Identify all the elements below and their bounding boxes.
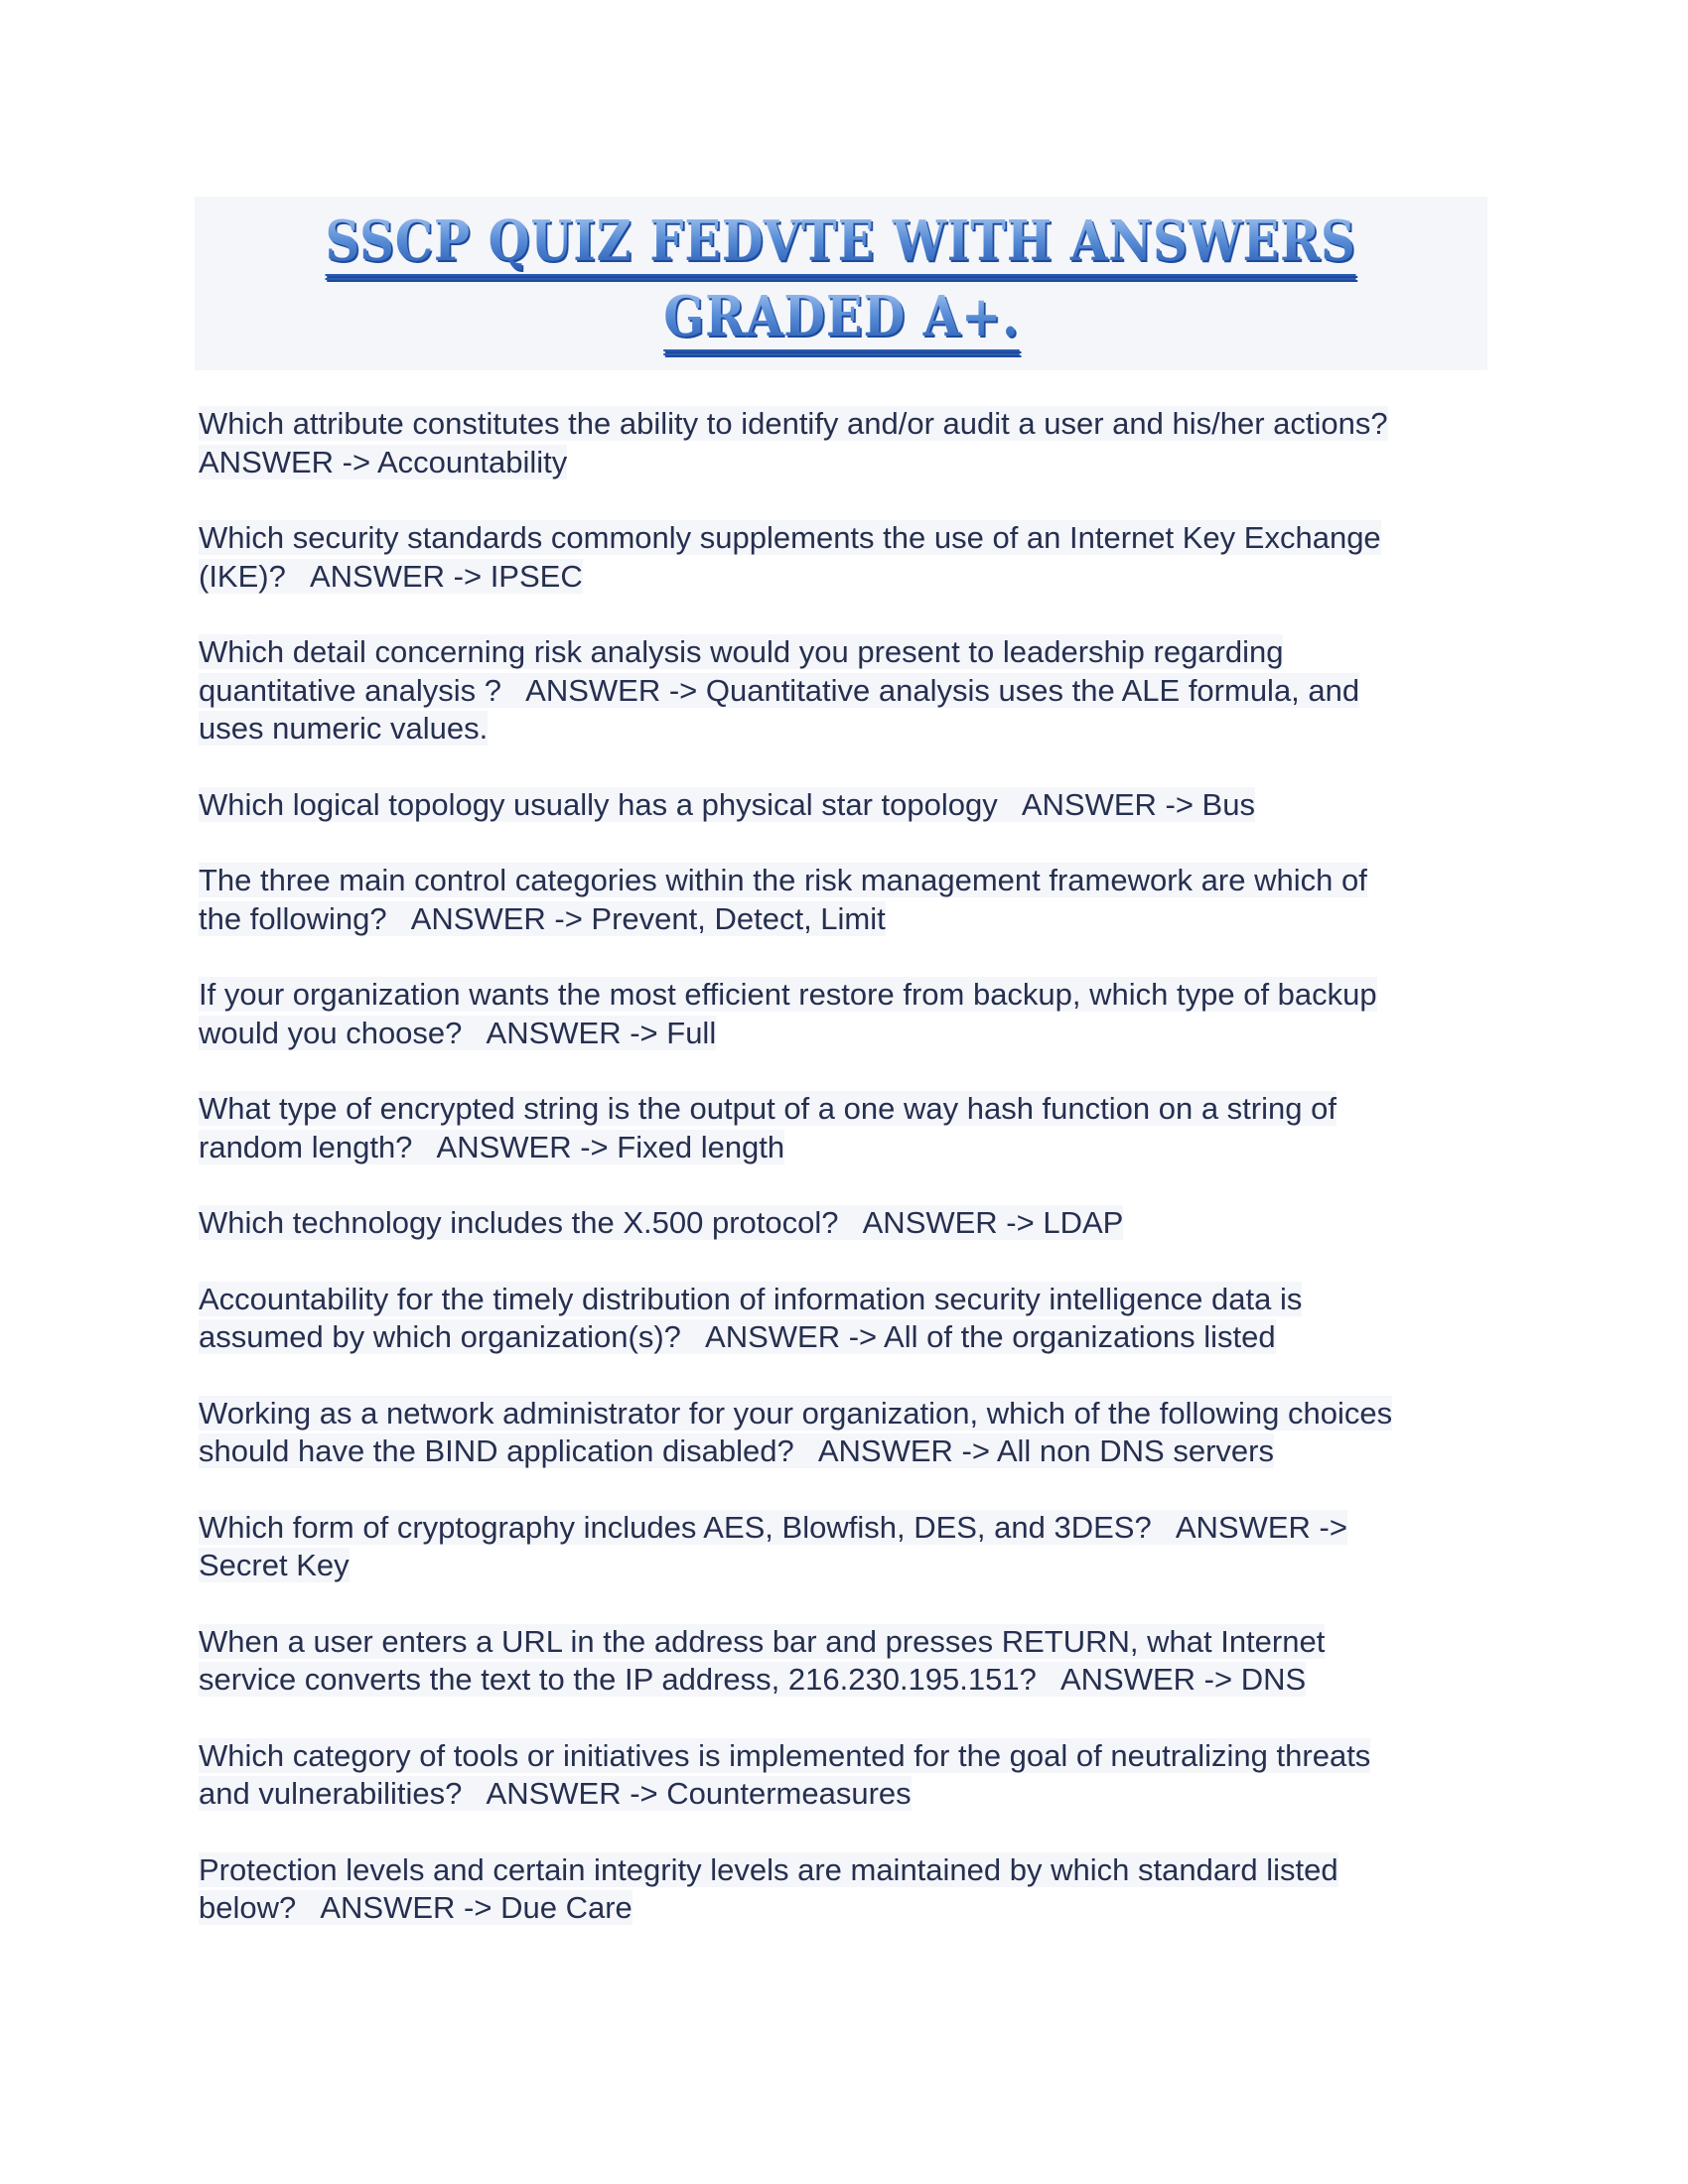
qa-text-line: ANSWER -> Accountability: [199, 444, 568, 479]
qa-item: [199, 633, 1489, 749]
qa-text-line: If your organization wants the most efficient restore from backup, which type of backup: [199, 977, 1377, 1012]
qa-text-line: and vulnerabilities? ANSWER -> Countermeasures: [199, 1776, 912, 1811]
qa-text-line: Which form of cryptography includes AES, Blowfish, DES, and 3DES? ANSWER ->: [199, 1509, 1347, 1545]
qa-item: [199, 862, 1489, 938]
qa-text-line: random length? ANSWER -> Fixed length: [199, 1129, 785, 1164]
qa-text-line: Which detail concerning risk analysis would you present to leadership regarding: [199, 634, 1284, 669]
qa-text-line: should have the BIND application disabled? ANSWER -> All non DNS servers: [199, 1433, 1274, 1468]
qa-text-line: quantitative analysis ? ANSWER -> Quantitative analysis uses the ALE formula, and: [199, 672, 1360, 708]
qa-item: [199, 1509, 1489, 1585]
qa-text-line: (IKE)? ANSWER -> IPSEC: [199, 558, 583, 594]
qa-item: [199, 1851, 1489, 1928]
qa-list: [199, 405, 1489, 1966]
qa-item: [199, 1204, 1489, 1243]
title-row-1: [195, 197, 1487, 282]
qa-text-line: Which category of tools or initiatives is implemented for the goal of neutralizing threats: [199, 1737, 1371, 1773]
qa-text-line: Accountability for the timely distribution of information security intelligence data is: [199, 1281, 1303, 1316]
qa-text-line: Which technology includes the X.500 protocol? ANSWER -> LDAP: [199, 1205, 1124, 1240]
qa-text-line: Secret Key: [199, 1548, 350, 1582]
qa-text-line: would you choose? ANSWER -> Full: [199, 1015, 717, 1050]
qa-item: [199, 1737, 1489, 1814]
qa-item: [199, 1623, 1489, 1700]
qa-text-line: When a user enters a URL in the address bar and presses RETURN, what Internet: [199, 1623, 1326, 1659]
title-row-2: [195, 282, 1487, 367]
qa-text-line: Which attribute constitutes the ability to identify and/or audit a user and his/her actions?: [199, 406, 1388, 441]
qa-item: [199, 519, 1489, 596]
qa-text-line: Protection levels and certain integrity levels are maintained by which standard listed: [199, 1851, 1338, 1887]
qa-text-line: the following? ANSWER -> Prevent, Detect, Limit: [199, 900, 886, 936]
qa-item: [199, 1090, 1489, 1166]
qa-text-line: Which security standards commonly supplements the use of an Internet Key Exchange: [199, 520, 1381, 555]
qa-item: [199, 1281, 1489, 1357]
qa-text-line: What type of encrypted string is the output of a one way hash function on a string of: [199, 1091, 1336, 1126]
qa-text-line: uses numeric values.: [199, 711, 489, 746]
qa-text-line: Which logical topology usually has a physical star topology ANSWER -> Bus: [199, 786, 1255, 822]
qa-item: [199, 1395, 1489, 1471]
qa-item: [199, 976, 1489, 1052]
document-title-line-1: SSCP QUIZ FEDVTE WITH ANSWERS: [326, 210, 1356, 280]
qa-text-line: The three main control categories within the risk management framework are which of: [199, 863, 1367, 897]
qa-text-line: assumed by which organization(s)? ANSWER -> All of the organizations listed: [199, 1319, 1276, 1354]
qa-item: [199, 405, 1489, 481]
qa-text-line: below? ANSWER -> Due Care: [199, 1890, 633, 1925]
qa-text-line: Working as a network administrator for your organization, which of the following choices: [199, 1395, 1393, 1431]
document-title-line-2: GRADED A+.: [663, 286, 1020, 355]
title-banner: [195, 197, 1487, 370]
qa-text-line: service converts the text to the IP address, 216.230.195.151? ANSWER -> DNS: [199, 1662, 1307, 1697]
qa-item: [199, 786, 1489, 825]
